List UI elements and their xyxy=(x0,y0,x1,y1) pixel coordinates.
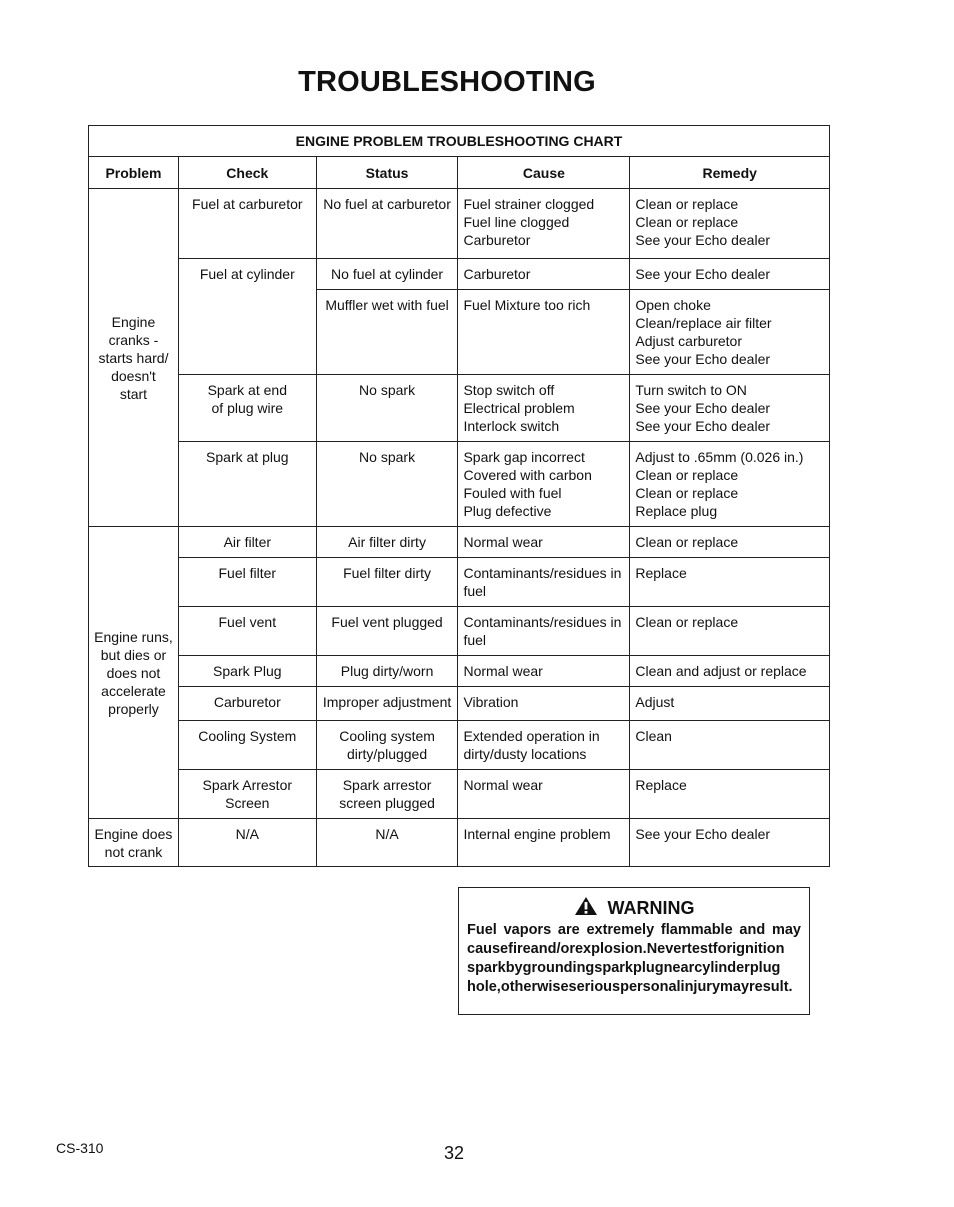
cell-line: Normal wear xyxy=(463,534,543,550)
table-caption: ENGINE PROBLEM TROUBLESHOOTING CHART xyxy=(89,126,830,157)
cell-line: start xyxy=(119,385,148,402)
check-cell xyxy=(178,375,316,442)
cell-line: Screen xyxy=(225,795,270,811)
table-row xyxy=(89,819,830,867)
problem-cell xyxy=(89,819,179,867)
cell-line: N/A xyxy=(235,826,259,842)
table-row xyxy=(89,770,830,819)
status-cell xyxy=(316,527,458,558)
cause-cell xyxy=(458,687,630,721)
check-cell xyxy=(178,607,316,656)
table-row xyxy=(89,527,830,558)
remedy-cell xyxy=(630,656,830,687)
cell-line: No fuel at carburetor xyxy=(323,196,451,212)
cell-line: screen plugged xyxy=(339,795,435,811)
cell-line: Contaminants/residues in xyxy=(463,614,622,630)
cause-cell xyxy=(458,721,630,770)
cause-cell xyxy=(458,375,630,442)
status-cell xyxy=(316,607,458,656)
check-cell xyxy=(178,189,316,259)
cell-line: Vibration xyxy=(463,694,519,710)
table-row xyxy=(89,558,830,607)
cause-cell xyxy=(458,189,630,259)
cell-line: Spark gap incorrect xyxy=(463,449,585,465)
check-cell xyxy=(178,656,316,687)
cell-line: Plug dirty/worn xyxy=(340,663,434,679)
remedy-cell xyxy=(630,721,830,770)
cell-line: Electrical problem xyxy=(463,400,575,416)
cell-line: No spark xyxy=(359,449,416,465)
cell-line: Spark at plug xyxy=(206,449,289,465)
cell-line: N/A xyxy=(375,826,399,842)
remedy-cell xyxy=(630,259,830,290)
table-row xyxy=(89,656,830,687)
table-row xyxy=(89,375,830,442)
page-number: 32 xyxy=(444,1143,465,1163)
cell-line: See your Echo dealer xyxy=(635,400,771,416)
table-row xyxy=(89,259,830,290)
table-row xyxy=(89,442,830,527)
cell-line: Interlock switch xyxy=(463,418,560,434)
table-header-row xyxy=(89,157,830,189)
cell-line: Fuel strainer clogged xyxy=(463,196,595,212)
cell-line: but dies or xyxy=(100,646,167,663)
check-cell xyxy=(178,687,316,721)
header-check: Check xyxy=(178,157,316,189)
cell-line: dirty/dusty locations xyxy=(463,746,587,762)
cell-line: Covered with carbon xyxy=(463,467,592,483)
cell-line: Clean or replace xyxy=(635,467,739,483)
cell-line: starts hard/ xyxy=(98,349,169,366)
cell-line: Clean or replace xyxy=(635,614,739,630)
cell-line: Spark at end xyxy=(207,382,287,398)
cell-line: See your Echo dealer xyxy=(635,232,771,248)
status-cell xyxy=(316,770,458,819)
cell-line: Fuel filter dirty xyxy=(343,565,432,581)
remedy-cell xyxy=(630,375,830,442)
cause-cell xyxy=(458,259,630,290)
cell-line: Clean or replace xyxy=(635,214,739,230)
check-cell xyxy=(178,721,316,770)
cell-line: Engine xyxy=(111,313,156,330)
cell-line: Air filter xyxy=(223,534,272,550)
cell-line: Engine does xyxy=(94,825,173,842)
table-row xyxy=(89,721,830,770)
header-problem: Problem xyxy=(89,157,179,189)
header-status: Status xyxy=(316,157,458,189)
problem-cell xyxy=(89,189,179,527)
status-cell xyxy=(316,290,458,375)
cell-line: Carburetor xyxy=(213,694,281,710)
cell-line: Clean xyxy=(635,728,672,744)
cell-line: See your Echo dealer xyxy=(635,418,771,434)
cell-line: Extended operation in xyxy=(463,728,600,744)
cell-line: Normal wear xyxy=(463,663,543,679)
warning-heading xyxy=(459,896,809,919)
cell-line: dirty/plugged xyxy=(346,746,428,762)
troubleshooting-table xyxy=(88,125,830,867)
page-title: TROUBLESHOOTING xyxy=(298,66,596,98)
warning-text: Fuel vapors are extremely flammable and may causefireand/orexplosion.Nevertestforignition sparkbygroundingsparkplugnearcylinderplug hole,otherwiseseriouspersonalinjurymayresult. xyxy=(467,922,801,995)
cell-line: Adjust xyxy=(635,694,675,710)
cell-line: Fuel filter xyxy=(218,565,277,581)
check-cell xyxy=(178,770,316,819)
cell-line: not crank xyxy=(104,843,163,860)
cell-line: See your Echo dealer xyxy=(635,826,771,842)
cell-line: Carburetor xyxy=(463,266,531,282)
cause-cell xyxy=(458,819,630,867)
cell-line: Fuel Mixture too rich xyxy=(463,297,591,313)
status-cell xyxy=(316,721,458,770)
cell-line: doesn't xyxy=(111,367,156,384)
cell-line: Engine runs, xyxy=(94,628,173,645)
cause-cell xyxy=(458,607,630,656)
cell-line: Clean and adjust or replace xyxy=(635,663,807,679)
cell-line: Fuel vent xyxy=(218,614,277,630)
status-cell xyxy=(316,687,458,721)
cell-line: Replace plug xyxy=(635,503,718,519)
document-id: CS-310 xyxy=(56,1140,104,1156)
cell-line: Replace xyxy=(635,777,687,793)
cell-line: Clean/replace air filter xyxy=(635,315,772,331)
cell-line: Clean or replace xyxy=(635,534,739,550)
status-cell xyxy=(316,189,458,259)
cell-line: Spark Plug xyxy=(213,663,282,679)
cell-line: Spark Arrestor xyxy=(202,777,293,793)
cell-line: Adjust carburetor xyxy=(635,333,742,349)
remedy-cell xyxy=(630,442,830,527)
remedy-cell xyxy=(630,558,830,607)
cause-cell xyxy=(458,656,630,687)
cell-line: Clean or replace xyxy=(635,485,739,501)
status-cell xyxy=(316,819,458,867)
cell-line: Fuel line clogged xyxy=(463,214,570,230)
table-row xyxy=(89,687,830,721)
cell-line: Fuel at cylinder xyxy=(199,266,295,282)
status-cell xyxy=(316,259,458,290)
check-cell xyxy=(178,558,316,607)
cell-line: Cooling System xyxy=(198,728,297,744)
cell-line: fuel xyxy=(463,632,487,648)
cell-line: cranks - xyxy=(108,331,159,348)
cell-line: Air filter dirty xyxy=(348,534,426,550)
remedy-cell xyxy=(630,770,830,819)
status-cell xyxy=(316,558,458,607)
cell-line: Adjust to .65mm (0.026 in.) xyxy=(635,449,804,465)
cell-line: accelerate xyxy=(101,682,166,699)
table-row xyxy=(89,189,830,259)
cell-line: of plug wire xyxy=(211,400,284,416)
remedy-cell xyxy=(630,687,830,721)
cell-line: Turn switch to ON xyxy=(635,382,747,398)
cell-line: No fuel at cylinder xyxy=(331,266,444,282)
status-cell xyxy=(316,656,458,687)
problem-cell xyxy=(89,527,179,819)
header-remedy: Remedy xyxy=(630,157,830,189)
status-cell xyxy=(316,442,458,527)
remedy-cell xyxy=(630,527,830,558)
remedy-cell xyxy=(630,607,830,656)
remedy-cell xyxy=(630,819,830,867)
warning-box xyxy=(458,887,810,1015)
cell-line: See your Echo dealer xyxy=(635,351,771,367)
check-cell xyxy=(178,442,316,527)
cell-line: Fuel at carburetor xyxy=(192,196,303,212)
cause-cell xyxy=(458,290,630,375)
cell-line: Contaminants/residues in xyxy=(463,565,622,581)
cell-line: Replace xyxy=(635,565,687,581)
cell-line: Muffler wet with fuel xyxy=(325,297,449,313)
cell-line: No spark xyxy=(359,382,416,398)
warning-triangle-icon xyxy=(574,896,598,916)
cell-line: Fouled with fuel xyxy=(463,485,562,501)
check-cell xyxy=(178,259,316,375)
cell-line: Internal engine problem xyxy=(463,826,611,842)
header-cause: Cause xyxy=(458,157,630,189)
remedy-cell xyxy=(630,189,830,259)
cell-line: Clean or replace xyxy=(635,196,739,212)
cell-line: Normal wear xyxy=(463,777,543,793)
cell-line: Carburetor xyxy=(463,232,531,248)
cell-line: Open choke xyxy=(635,297,711,313)
cell-line: does not xyxy=(106,664,161,681)
cause-cell xyxy=(458,558,630,607)
cell-line: Spark arrestor xyxy=(342,777,432,793)
cause-cell xyxy=(458,770,630,819)
cell-line: Stop switch off xyxy=(463,382,555,398)
cell-line: Plug defective xyxy=(463,503,552,519)
remedy-cell xyxy=(630,290,830,375)
cause-cell xyxy=(458,442,630,527)
check-cell xyxy=(178,527,316,558)
cell-line: Cooling system xyxy=(339,728,435,744)
cause-cell xyxy=(458,527,630,558)
cell-line: Improper adjustment xyxy=(322,694,452,710)
cell-line: See your Echo dealer xyxy=(635,266,771,282)
cell-line: Fuel vent plugged xyxy=(331,614,443,630)
cell-line: properly xyxy=(108,700,159,717)
warning-heading-text: WARNING xyxy=(607,898,695,918)
status-cell xyxy=(316,375,458,442)
cell-line: fuel xyxy=(463,583,487,599)
table-row xyxy=(89,607,830,656)
check-cell xyxy=(178,819,316,867)
